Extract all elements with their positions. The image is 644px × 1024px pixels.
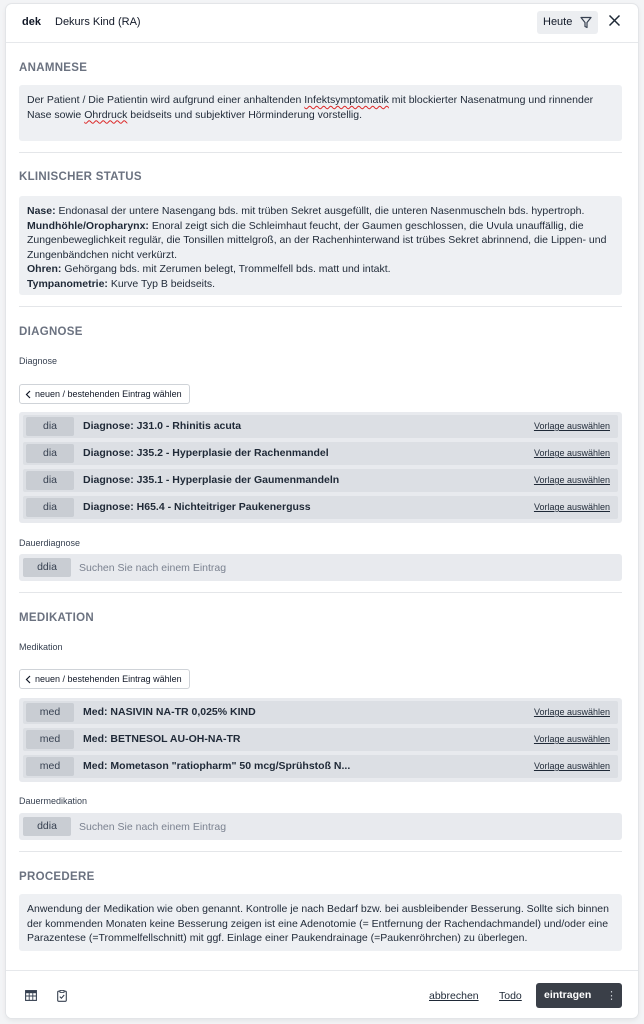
status-label-nase: Nase: <box>27 205 56 217</box>
more-options-icon[interactable]: ⋮ <box>606 990 617 1002</box>
medikation-text: Med: NASIVIN NA-TR 0,025% KIND <box>83 706 256 718</box>
date-filter-button[interactable] <box>537 11 598 34</box>
dauerdiagnose-search <box>19 554 622 581</box>
status-text-mund: Enoral zeigt sich die Schleimhaut feucht, der Gaumen geschlossen, die Uvula unauffällig, die Zungenbeweglichkeit regulär, die Tonsillen mittelgroß, an der Rachenhinterwand ist trübes Sekret abrinnend, die Lippen- und Zungenbändchen nicht verkürzt. <box>27 219 607 261</box>
medikation-badge: med <box>26 730 74 749</box>
dauerdiagnose-search-input[interactable] <box>79 558 599 577</box>
dauerdiagnose-label: Dauerdiagnose <box>19 538 81 548</box>
dauermedikation-badge: ddia <box>23 817 71 836</box>
medikation-heading: MEDIKATION <box>19 612 94 624</box>
diagnose-row[interactable] <box>23 415 618 438</box>
diagnose-text: Diagnose: J35.2 - Hyperplasie der Rachenmandel <box>83 447 329 459</box>
diagnose-row[interactable] <box>23 469 618 492</box>
select-template-link[interactable]: Vorlage auswählen <box>533 761 610 771</box>
todo-link[interactable]: Todo <box>499 990 522 1002</box>
anamnese-spellcheck-word: Infektsymptomatik <box>304 94 389 106</box>
select-template-link[interactable]: Vorlage auswählen <box>533 707 610 717</box>
dauermedikation-label: Dauermedikation <box>19 796 88 806</box>
diagnose-badge: dia <box>26 417 74 436</box>
entry-code: dek <box>22 16 41 28</box>
medikation-badge: med <box>26 757 74 776</box>
medikation-text: Med: BETNESOL AU-OH-NA-TR <box>83 733 241 745</box>
diagnose-text: Diagnose: J35.1 - Hyperplasie der Gaumenmandeln <box>83 474 340 486</box>
medikation-row[interactable] <box>23 755 618 778</box>
diagnose-heading: DIAGNOSE <box>19 326 83 338</box>
diagnose-choose-entry-button[interactable] <box>19 384 190 404</box>
anamnese-text-part: mit blockierter Nasenatmung und rinnender Nase sowie <box>27 94 594 121</box>
dauerdiagnose-badge: ddia <box>23 558 71 577</box>
status-label-mund: Mundhöhle/Oropharynx: <box>27 219 149 232</box>
diagnose-badge: dia <box>26 444 74 463</box>
dialog-title: Dekurs Kind (RA) <box>55 16 141 28</box>
status-heading: KLINISCHER STATUS <box>19 171 142 183</box>
select-template-link[interactable]: Vorlage auswählen <box>533 502 610 512</box>
anamnese-spellcheck-word: Ohrdruck <box>84 108 128 121</box>
section-divider <box>19 851 622 852</box>
submit-button[interactable] <box>536 983 622 1008</box>
filter-icon <box>580 16 592 29</box>
status-text-ohren: Gehörgang bds. mit Zerumen belegt, Trommelfell bds. matt und intakt. <box>61 263 391 275</box>
diagnose-badge: dia <box>26 471 74 490</box>
select-template-link[interactable]: Vorlage auswählen <box>533 448 610 458</box>
chevron-left-icon <box>25 390 31 399</box>
select-template-link[interactable]: Vorlage auswählen <box>533 421 610 431</box>
diagnose-badge: dia <box>26 498 74 517</box>
diagnose-row[interactable] <box>23 496 618 519</box>
date-filter-label: Heute <box>543 16 573 28</box>
anamnese-heading: ANAMNESE <box>19 62 88 74</box>
medikation-list <box>19 698 622 782</box>
medikation-choose-label: neuen / bestehenden Eintrag wählen <box>35 674 182 684</box>
medikation-text: Med: Mometason "ratiopharm" 50 mcg/Sprühstoß N... <box>83 760 351 772</box>
procedere-text[interactable]: Anwendung der Medikation wie oben genannt. Kontrolle je nach Bedarf bzw. bei ausbleibender Besserung. Sollte sich binnen der kommenden Monaten keine Besserung zeigen ist eine Adenotomie (= Entfernung der Rachendachmandel) und/oder eine Parazentese (=Trommelfellschnitt) mit ggf. Einlage einer Paukendrainage (=Paukenröhrchen) zu überlegen. <box>19 894 622 951</box>
diagnose-choose-label: neuen / bestehenden Eintrag wählen <box>35 389 182 399</box>
dauermedikation-search <box>19 813 622 840</box>
status-label-tymp: Tympanometrie: <box>27 277 108 290</box>
procedere-heading: PROCEDERE <box>19 871 95 883</box>
medikation-row[interactable] <box>23 701 618 724</box>
chevron-left-icon <box>25 675 31 684</box>
section-divider <box>19 306 622 307</box>
status-text-nase: Endonasal der untere Nasengang bds. mit trüben Sekret ausgefüllt, die unteren Nasenmuscheln bds. hypertroph. <box>55 205 585 217</box>
status-text-tymp: Kurve Typ B beidseits. <box>107 277 216 290</box>
diagnose-list <box>19 412 622 523</box>
diagnose-text: Diagnose: J31.0 - Rhinitis acuta <box>83 420 242 432</box>
status-text[interactable] <box>19 196 622 295</box>
section-divider <box>19 152 622 153</box>
diagnose-row[interactable] <box>23 442 618 465</box>
status-label-ohren: Ohren: <box>27 263 62 275</box>
diagnose-text: Diagnose: H65.4 - Nichteitriger Paukenerguss <box>83 501 311 513</box>
submit-label: eintragen <box>544 989 592 1001</box>
diagnose-sublabel: Diagnose <box>19 356 58 366</box>
select-template-link[interactable]: Vorlage auswählen <box>533 734 610 744</box>
dialog-header <box>6 4 638 43</box>
clipboard-check-icon[interactable] <box>57 990 67 1002</box>
medikation-choose-entry-button[interactable] <box>19 669 190 689</box>
medikation-sublabel: Medikation <box>19 642 63 652</box>
anamnese-text-part: beidseits und subjektiver Hörminderung vorstellig. <box>127 108 363 121</box>
dekurs-dialog <box>6 4 638 1018</box>
dialog-footer <box>6 970 638 1018</box>
close-icon[interactable] <box>608 14 621 27</box>
dauermedikation-search-input[interactable] <box>79 817 599 836</box>
medikation-row[interactable] <box>23 728 618 751</box>
section-divider <box>19 592 622 593</box>
anamnese-text-part: Der Patient / Die Patientin wird aufgrund einer anhaltenden <box>27 94 305 106</box>
cancel-link[interactable]: abbrechen <box>429 990 479 1002</box>
select-template-link[interactable]: Vorlage auswählen <box>533 475 610 485</box>
table-icon[interactable] <box>25 990 37 1001</box>
medikation-badge: med <box>26 703 74 722</box>
anamnese-text[interactable] <box>19 85 622 141</box>
